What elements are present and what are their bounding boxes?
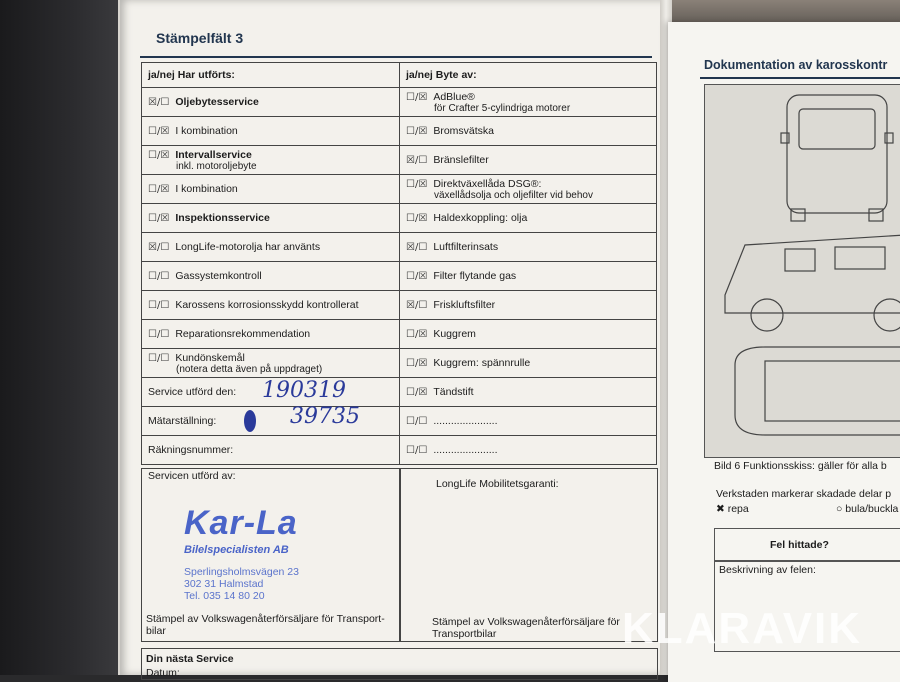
right-cell-5 (400, 233, 657, 262)
next-service-box (141, 648, 658, 680)
checkbox-pair[interactable]: ☐/☐ (148, 352, 170, 364)
checkbox-pair[interactable]: ☒/☐ (406, 242, 428, 253)
stamp-caption-right: Stämpel av Volkswagenåterförsäljare för Transportbilar (432, 616, 620, 640)
checkbox-pair[interactable]: ☒/☐ (148, 242, 170, 253)
right-cell-12 (400, 436, 657, 465)
left-cell-2 (142, 146, 400, 175)
checkbox-pair[interactable]: ☒/☐ (406, 300, 428, 311)
page-title: Stämpelfält 3 (156, 30, 244, 46)
left-cell-6 (142, 262, 400, 291)
row-label: I kombination (175, 125, 238, 137)
row-label: Bränslefilter (433, 154, 489, 166)
marker-text: Verkstaden markerar skadade delar p (716, 488, 892, 500)
checkbox-pair[interactable]: ☐/☐ (406, 416, 428, 427)
watermark: KLARAVIK (622, 604, 863, 653)
right-page-title: Dokumentation av karosskontr (704, 58, 888, 72)
checkbox-pair[interactable]: ☐/☒ (406, 358, 428, 369)
checkbox-pair[interactable]: ☐/☒ (406, 91, 428, 103)
row-label: Kundönskemål (175, 351, 245, 364)
row-label: Karossens korrosionsskydd kontrollerat (175, 299, 359, 311)
checkbox-pair[interactable]: ☐/☐ (406, 445, 428, 456)
left-cell-5 (142, 233, 400, 262)
row-label: Bromsvätska (433, 125, 494, 137)
performed-by-label: Servicen utförd av: (148, 470, 236, 482)
right-cell-2 (400, 146, 657, 175)
handwritten-odometer: 39735 (290, 404, 360, 429)
table-row (142, 233, 657, 262)
service-date-label: Service utförd den: (148, 386, 237, 398)
vehicle-sketch (704, 84, 900, 458)
left-cell-3 (142, 175, 400, 204)
row-label: Inspektionsservice (175, 212, 270, 224)
row-label: Tändstift (433, 386, 474, 398)
right-cell-3 (400, 175, 657, 204)
ink-blot (244, 410, 256, 432)
row-sublabel: växellådsolja och oljefilter vid behov (434, 189, 593, 201)
header-row (142, 63, 657, 88)
left-cell-9 (142, 349, 400, 378)
right-title-rule (700, 77, 900, 79)
row-sublabel: inkl. motoroljebyte (176, 160, 257, 172)
left-cell-0 (142, 88, 400, 117)
table-row (142, 204, 657, 233)
stamp-address-2: 302 31 Halmstad (184, 578, 264, 590)
row-label: Intervallservice (175, 148, 252, 161)
checkbox-pair[interactable]: ☐/☒ (406, 126, 428, 137)
row-label: I kombination (175, 183, 238, 195)
row-label: Oljebytesservice (175, 96, 259, 108)
row-label: Filter flytande gas (433, 270, 517, 282)
stamp-address-3: Tel. 035 14 80 20 (184, 590, 265, 602)
right-cell-4 (400, 204, 657, 233)
checkbox-pair[interactable]: ☐/☐ (148, 271, 170, 282)
service-form-table (141, 62, 657, 465)
row-label: Direktväxellåda DSG®: (433, 177, 542, 190)
checkbox-pair[interactable]: ☐/☒ (406, 213, 428, 224)
table-row (142, 291, 657, 320)
col2-header: ja/nej Byte av: (400, 63, 657, 88)
row-label: Kuggrem (433, 328, 476, 340)
table-row (142, 378, 657, 407)
checkbox-pair[interactable]: ☐/☒ (406, 178, 428, 190)
checkbox-pair[interactable]: ☐/☒ (148, 184, 170, 195)
handwritten-date: 190319 (262, 378, 346, 403)
right-cell-6 (400, 262, 657, 291)
row-label: ...................... (433, 415, 498, 427)
checkbox-pair[interactable]: ☐/☒ (148, 126, 170, 137)
table-row (142, 349, 657, 378)
invoice-label-cell (142, 436, 400, 465)
table-row (142, 436, 657, 465)
left-cell-4 (142, 204, 400, 233)
table-row (142, 88, 657, 117)
row-sublabel: för Crafter 5-cylindriga motorer (434, 102, 571, 114)
sketch-caption: Bild 6 Funktionsskiss: gäller för alla b (714, 460, 887, 472)
checkbox-pair[interactable]: ☒/☐ (148, 97, 170, 108)
row-label: Reparationsrekommendation (175, 328, 311, 340)
right-cell-1 (400, 117, 657, 146)
invoice-label: Räkningsnummer: (148, 444, 234, 456)
table-row (142, 146, 657, 175)
right-cell-11 (400, 407, 657, 436)
right-cell-8 (400, 320, 657, 349)
stamp-caption-left: Stämpel av Volkswagenåterförsäljare för Transport-bilar (146, 613, 385, 637)
row-label: AdBlue® (433, 90, 475, 103)
right-cell-9 (400, 349, 657, 378)
odometer-label-cell (142, 407, 400, 436)
checkbox-pair[interactable]: ☐/☒ (406, 387, 428, 398)
stamp-subtitle: Bilelspecialisten AB (184, 544, 289, 556)
checkbox-pair[interactable]: ☐/☐ (148, 300, 170, 311)
left-cell-7 (142, 291, 400, 320)
row-label: Gassystemkontroll (175, 270, 262, 282)
checkbox-pair[interactable]: ☐/☒ (148, 213, 170, 224)
table-row (142, 320, 657, 349)
right-cell-7 (400, 291, 657, 320)
left-cell-1 (142, 117, 400, 146)
checkbox-pair[interactable]: ☐/☐ (148, 329, 170, 340)
checkbox-pair[interactable]: ☐/☒ (148, 149, 170, 161)
title-rule (140, 56, 652, 58)
bula-legend: ○ bula/buckla (836, 503, 899, 515)
stamp-logo: Kar-La (184, 504, 298, 542)
background-seat (0, 0, 120, 675)
stamp-address-1: Sperlingsholmsvägen 23 (184, 566, 299, 578)
next-date-label: Datum: (146, 667, 180, 679)
longlife-label: LongLife Mobilitetsgaranti: (436, 478, 559, 490)
van-diagram (705, 85, 900, 457)
right-cell-10 (400, 378, 657, 407)
checkbox-pair[interactable]: ☐/☒ (406, 271, 428, 282)
next-service-label: Din nästa Service (146, 653, 234, 665)
row-label: ...................... (433, 444, 498, 456)
row-label: Luftfilterinsats (433, 241, 499, 253)
row-label: Kuggrem: spännrulle (433, 357, 531, 369)
row-label: Haldexkoppling: olja (433, 212, 528, 224)
left-cell-8 (142, 320, 400, 349)
row-label: Friskluftsfilter (433, 299, 496, 311)
repa-legend: ✖ repa (716, 503, 749, 515)
right-cell-0 (400, 88, 657, 117)
col1-header: ja/nej Har utförts: (142, 63, 400, 88)
table-row (142, 117, 657, 146)
description-label: Beskrivning av felen: (719, 564, 816, 576)
table-row (142, 407, 657, 436)
table-row (142, 175, 657, 204)
row-sublabel: (notera detta även på uppdraget) (176, 363, 323, 375)
table-row (142, 262, 657, 291)
row-label: LongLife-motorolja har använts (175, 241, 321, 253)
checkbox-pair[interactable]: ☐/☒ (406, 329, 428, 340)
fault-header: Fel hittade? (770, 539, 829, 551)
checkbox-pair[interactable]: ☒/☐ (406, 155, 428, 166)
odometer-label: Mätarställning: (148, 415, 217, 427)
